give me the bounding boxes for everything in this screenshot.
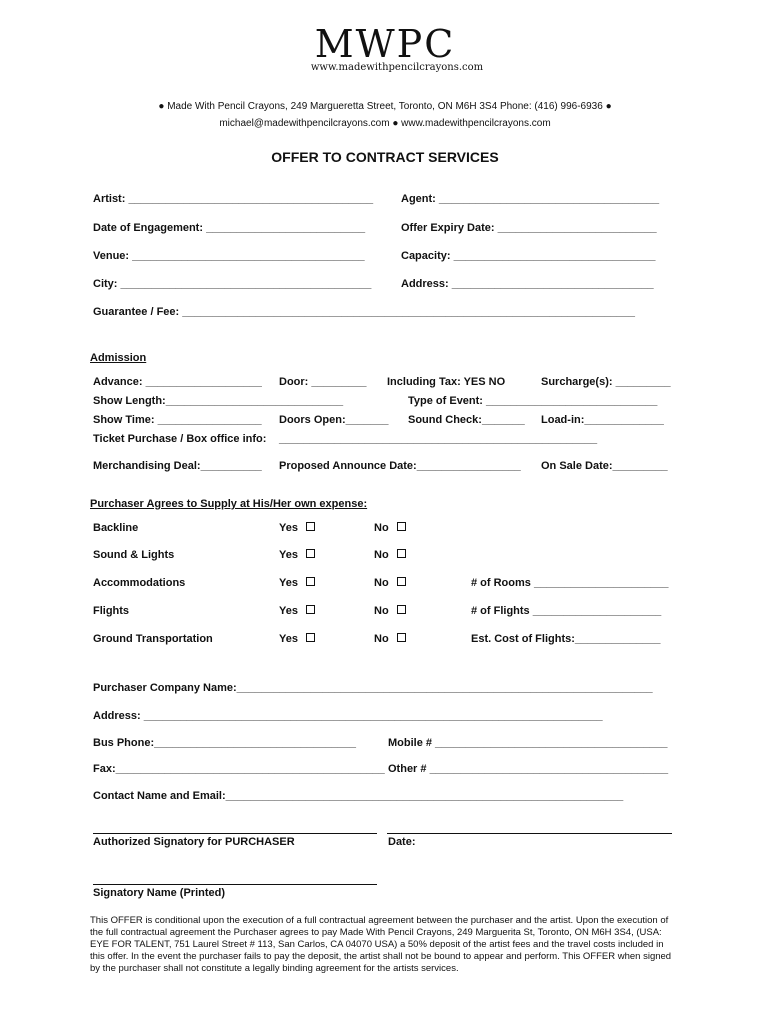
supply-item-label: Sound & Lights (93, 549, 175, 561)
no-label: No (374, 577, 389, 589)
logo-url: www.madewithpencilcrayons.com (310, 62, 484, 73)
backline-no-option[interactable] (374, 522, 406, 535)
field-load-in[interactable]: Load-in:_____________ (541, 414, 664, 426)
field-including-tax[interactable]: Including Tax: YES NO (387, 376, 506, 388)
field-merchandising-deal[interactable]: Merchandising Deal:__________ (93, 460, 262, 472)
ground-transport-yes-option[interactable] (279, 633, 315, 646)
field-purchaser-address[interactable]: Address: ___________________________________________________________________________ (93, 710, 603, 722)
supply-item-label: Backline (93, 522, 139, 534)
checkbox-icon[interactable] (306, 633, 315, 642)
field-est-cost-of-flights[interactable]: Est. Cost of Flights:______________ (471, 633, 661, 645)
no-label: No (374, 633, 389, 645)
flights-no-option[interactable] (374, 605, 406, 618)
field-on-sale-date[interactable]: On Sale Date:_________ (541, 460, 668, 472)
field-artist[interactable]: Artist: ________________________________________ (93, 193, 374, 205)
checkbox-icon[interactable] (397, 577, 406, 586)
flights-yes-option[interactable] (279, 605, 315, 618)
field-capacity[interactable]: Capacity: _________________________________ (401, 250, 656, 262)
no-label: No (374, 522, 389, 534)
no-label: No (374, 605, 389, 617)
field-purchaser-company-name[interactable]: Purchaser Company Name:____________________________________________________________________ (93, 682, 653, 694)
supply-item-label: Ground Transportation (93, 633, 213, 645)
field-fax[interactable]: Fax:____________________________________________ (93, 763, 385, 775)
field-type-of-event[interactable]: Type of Event: ____________________________ (408, 395, 658, 407)
field-show-time[interactable]: Show Time: _________________ (93, 414, 262, 426)
terms-paragraph: This OFFER is conditional upon the execution of a full contractual agreement between the purchaser and the artist. Upon the execution of the full contractual agreement the Purchaser agrees to pay Made With Pencil Crayons, 249 Marguerita St, Toronto, ON M6H 3S4, (USA: EYE FOR TALENT, 751 Laurel Street # 113, San Carlos, CA 04070 USA) a 50% deposit of the artist fees and the travel costs included in this offer. In the event the purchaser fails to pay the deposit, the artist shall not be bound to appear and perform. This OFFER when signed by the purchaser shall not constitute a legally binding agreement for the artists services. (90, 915, 672, 974)
yes-label: Yes (279, 577, 298, 589)
backline-yes-option[interactable] (279, 522, 315, 535)
accommodations-yes-option[interactable] (279, 577, 315, 590)
checkbox-icon[interactable] (306, 577, 315, 586)
no-label: No (374, 549, 389, 561)
field-number-of-flights[interactable]: # of Flights _____________________ (471, 605, 662, 617)
page-title: OFFER TO CONTRACT SERVICES (271, 149, 499, 165)
authorized-signatory-label: Authorized Signatory for PURCHASER (93, 836, 295, 848)
printed-name-line[interactable] (93, 884, 377, 885)
ticket-info-label: Ticket Purchase / Box office info: (93, 433, 267, 445)
supply-item-label: Accommodations (93, 577, 186, 589)
supply-item-label: Flights (93, 605, 130, 617)
field-agent[interactable]: Agent: ____________________________________ (401, 193, 660, 205)
field-date-of-engagement[interactable]: Date of Engagement: __________________________ (93, 222, 366, 234)
field-offer-expiry-date[interactable]: Offer Expiry Date: __________________________ (401, 222, 657, 234)
checkbox-icon[interactable] (306, 549, 315, 558)
field-contact-name-email[interactable]: Contact Name and Email:_________________________________________________________________ (93, 790, 624, 802)
supply-heading: Purchaser Agrees to Supply at His/Her own expense: (90, 498, 368, 510)
field-ticket-info[interactable]: ____________________________________________________ (279, 433, 598, 445)
field-other-phone[interactable]: Other # _______________________________________ (388, 763, 669, 775)
field-mobile[interactable]: Mobile # ______________________________________ (388, 737, 668, 749)
checkbox-icon[interactable] (397, 633, 406, 642)
field-sound-check[interactable]: Sound Check:_______ (408, 414, 525, 426)
authorized-signature-line[interactable] (93, 833, 377, 834)
field-guarantee-fee[interactable]: Guarantee / Fee: __________________________________________________________________________ (93, 306, 635, 318)
field-number-of-rooms[interactable]: # of Rooms ______________________ (471, 577, 669, 589)
admission-heading: Admission (90, 352, 147, 364)
field-show-length[interactable]: Show Length:_____________________________ (93, 395, 344, 407)
checkbox-icon[interactable] (397, 549, 406, 558)
ground-transport-no-option[interactable] (374, 633, 406, 646)
field-door[interactable]: Door: _________ (279, 376, 367, 388)
checkbox-icon[interactable] (397, 605, 406, 614)
company-logo: MWPC (314, 22, 456, 66)
yes-label: Yes (279, 605, 298, 617)
yes-label: Yes (279, 549, 298, 561)
field-address[interactable]: Address: _________________________________ (401, 278, 654, 290)
yes-label: Yes (279, 522, 298, 534)
date-signature-line[interactable] (387, 833, 672, 834)
yes-label: Yes (279, 633, 298, 645)
field-surcharges[interactable]: Surcharge(s): _________ (541, 376, 671, 388)
accommodations-no-option[interactable] (374, 577, 406, 590)
field-venue[interactable]: Venue: ______________________________________ (93, 250, 365, 262)
checkbox-icon[interactable] (306, 522, 315, 531)
header-contact-line: michael@madewithpencilcrayons.com ● www.madewithpencilcrayons.com (219, 118, 551, 129)
date-label: Date: (388, 836, 416, 848)
header-address-line: ● Made With Pencil Crayons, 249 Margueretta Street, Toronto, ON M6H 3S4 Phone: (416) 996-6936 ● (158, 101, 612, 112)
checkbox-icon[interactable] (306, 605, 315, 614)
field-advance[interactable]: Advance: ___________________ (93, 376, 262, 388)
field-proposed-announce-date[interactable]: Proposed Announce Date:_________________ (279, 460, 521, 472)
checkbox-icon[interactable] (397, 522, 406, 531)
field-bus-phone[interactable]: Bus Phone:_________________________________ (93, 737, 356, 749)
field-city[interactable]: City: _________________________________________ (93, 278, 372, 290)
field-doors-open[interactable]: Doors Open:_______ (279, 414, 389, 426)
sound-lights-no-option[interactable] (374, 549, 406, 562)
sound-lights-yes-option[interactable] (279, 549, 315, 562)
printed-name-label: Signatory Name (Printed) (93, 887, 226, 899)
